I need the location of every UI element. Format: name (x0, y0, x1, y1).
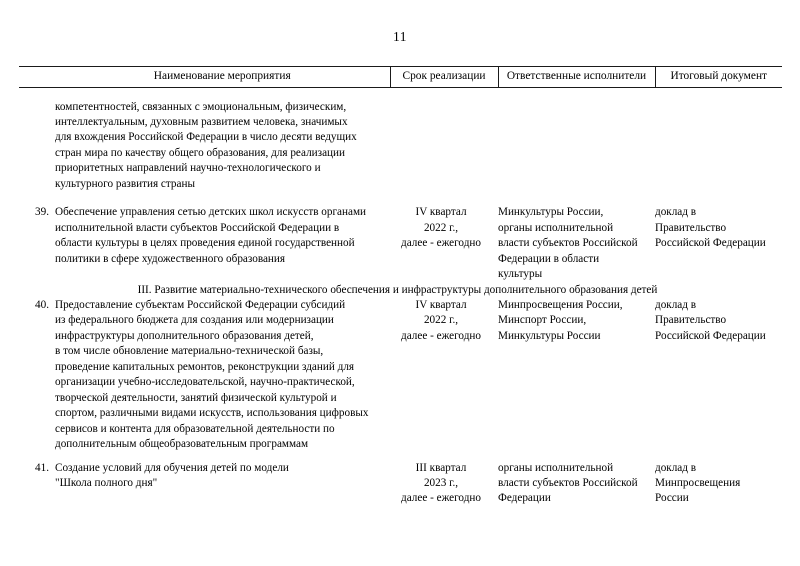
page-number: 11 (393, 29, 407, 44)
continuation-document (655, 87, 782, 192)
text-line: инфраструктуры дополнительного образования детей, (55, 329, 314, 342)
text-line: органы исполнительной (498, 461, 614, 474)
column-header-name: Наименование мероприятия (55, 67, 390, 88)
text-line: Обеспечение управления сетью детских школ искусств органами (55, 206, 367, 219)
row-number: 40. (35, 298, 49, 311)
row-document (655, 461, 782, 507)
text-line: организации учебно-исследовательской, научно-практической, (55, 376, 355, 389)
column-header-responsible: Ответственные исполнители (498, 67, 655, 88)
text-line: интеллектуальным, духовным развитием человека, значимых (55, 116, 348, 128)
text-line: из федерального бюджета для создания или модернизации (55, 314, 334, 327)
continuation-responsible (498, 87, 655, 192)
text-line: проведение капитальных ремонтов, реконструкции зданий для (55, 360, 355, 373)
row-name (55, 298, 390, 453)
row-name (55, 205, 390, 282)
table-row (19, 461, 782, 507)
text-line: приоритетных направлений научно-технологического и (55, 162, 321, 175)
text-line: 2022 г., (423, 221, 459, 234)
text-line: области культуры в целях проведения единой государственной (55, 237, 355, 250)
text-line: IV квартал (415, 206, 467, 219)
text-line: IV квартал (415, 298, 467, 311)
text-line: далее - ежегодно (401, 329, 481, 342)
row-spacer (19, 453, 782, 461)
table-header (19, 67, 782, 88)
text-line: сервисов и контента для образовательной деятельности по (55, 422, 335, 435)
text-line: стран мира по качеству общего образования, для реализации (55, 146, 346, 159)
continuation-number (19, 87, 55, 192)
text-line: Минпросвещения (655, 476, 741, 489)
text-line: Минкультуры России, (498, 206, 604, 219)
text-line: далее - ежегодно (401, 492, 481, 505)
text-line: культуры (498, 268, 543, 281)
text-line: для вхождения Российской Федерации в число десяти ведущих (55, 131, 357, 144)
section-heading: III. Развитие материально-технического обеспечения и инфраструктуры дополнительного образования детей (137, 283, 658, 296)
text-line: исполнительной власти субъектов Российской Федерации в (55, 221, 340, 234)
row-responsible (498, 461, 655, 507)
table-header-row (19, 67, 782, 88)
column-header-number (19, 67, 55, 88)
row-term (390, 205, 498, 282)
text-line: Создание условий для обучения детей по модели (55, 461, 289, 474)
text-line: дополнительным общеобразовательным программам (55, 438, 309, 451)
row-term (390, 461, 498, 507)
continuation-row (19, 87, 782, 192)
text-line: Минкультуры России (498, 329, 601, 342)
column-header-document: Итоговый документ (670, 70, 768, 82)
column-header-term: Срок реализации (390, 67, 498, 88)
text-line: творческой деятельности, занятий физической культурой и (55, 391, 337, 404)
text-line: Российской Федерации (655, 237, 766, 250)
text-line: доклад в (655, 461, 697, 474)
text-line: России (655, 492, 689, 505)
row-document (655, 205, 782, 282)
activities-table (19, 66, 782, 507)
table-row (19, 205, 782, 282)
section-heading-row (19, 283, 782, 298)
text-line: доклад в (655, 298, 697, 311)
table-body (19, 87, 782, 507)
text-line: власти субъектов Российской (498, 476, 638, 489)
text-line: Федерации (498, 492, 551, 505)
table-row (19, 298, 782, 453)
text-line: органы исполнительной (498, 221, 614, 234)
text-line: компетентностей, связанных с эмоциональным, физическим, (55, 100, 347, 113)
text-line: 2022 г., (423, 314, 459, 327)
text-line: культурного развития страны (55, 177, 195, 190)
text-line: в том числе обновление материально-технической базы, (55, 345, 324, 358)
continuation-term (390, 87, 498, 192)
row-responsible (498, 298, 655, 453)
row-document (655, 298, 782, 453)
text-line: Минспорт России, (498, 314, 587, 327)
text-line: 2023 г., (423, 476, 459, 489)
row-spacer (19, 192, 782, 205)
text-line: далее - ежегодно (401, 237, 481, 250)
row-number: 41. (35, 461, 49, 474)
text-line: политики в сфере художественного образования (55, 252, 286, 265)
row-name (55, 461, 390, 507)
text-line: Российской Федерации (655, 329, 766, 342)
text-line: Федерации в области (498, 252, 600, 265)
continuation-text (55, 87, 390, 192)
text-line: спортом, различными видами искусств, использования цифровых (55, 407, 369, 420)
row-number: 39. (35, 206, 49, 219)
text-line: "Школа полного дня" (55, 476, 158, 489)
text-line: Правительство (655, 221, 727, 234)
text-line: власти субъектов Российской (498, 237, 638, 250)
row-responsible (498, 205, 655, 282)
text-line: III квартал (415, 461, 467, 474)
text-line: Правительство (655, 314, 727, 327)
text-line: Минпросвещения России, (498, 298, 623, 311)
text-line: Предоставление субъектам Российской Федерации субсидий (55, 298, 346, 311)
text-line: доклад в (655, 206, 697, 219)
row-term (390, 298, 498, 453)
